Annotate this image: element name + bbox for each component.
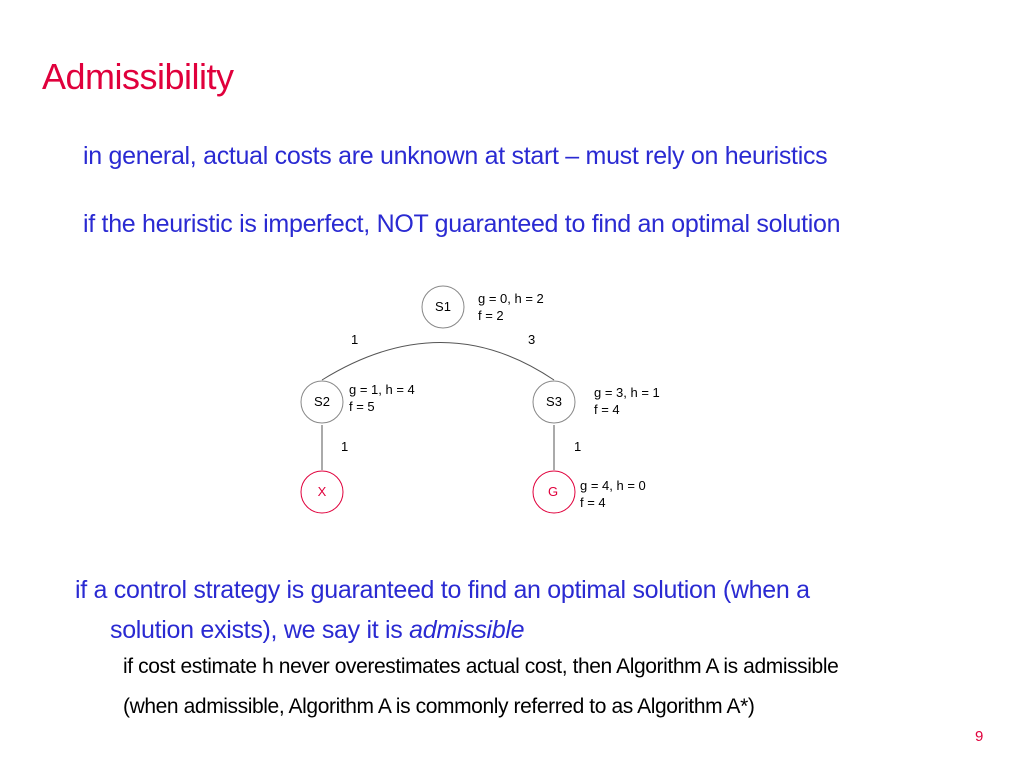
node-g-info-f: f = 4	[580, 495, 606, 510]
admissible-term: admissible	[409, 616, 525, 644]
node-s1-label: S1	[435, 299, 451, 314]
node-s2-info-f: f = 5	[349, 399, 375, 414]
subbullet-algorithm-a-star: (when admissible, Algorithm A is commonly referred to as Algorithm A*)	[123, 695, 755, 718]
bullet-admissible-line1: if a control strategy is guaranteed to find an optimal solution (when a	[75, 576, 810, 604]
page-number: 9	[975, 728, 984, 745]
edge-s1-s3-cost: 3	[528, 332, 536, 347]
node-s3-info-f: f = 4	[594, 402, 620, 417]
bullet-admissible-line2-text: solution exists), we say it is	[110, 616, 410, 644]
node-s3-label: S3	[546, 394, 562, 409]
edge-s1-s2	[322, 343, 554, 381]
node-s2-label: S2	[314, 394, 330, 409]
bullet-imperfect-heuristic: if the heuristic is imperfect, NOT guaranteed to find an optimal solution	[83, 210, 841, 238]
slide-title: Admissibility	[42, 56, 234, 97]
node-s1-info-f: f = 2	[478, 308, 504, 323]
bullet-unknown-costs: in general, actual costs are unknown at start – must rely on heuristics	[83, 142, 828, 170]
node-s1-info-g-h: g = 0, h = 2	[478, 291, 544, 306]
bullet-admissible-line2	[75, 610, 810, 650]
edge-s2-x-cost: 1	[341, 439, 349, 454]
edge-s1-s2-cost: 1	[351, 332, 359, 347]
node-s3-info-g-h: g = 3, h = 1	[594, 385, 660, 400]
node-g-label: G	[547, 484, 559, 499]
bullet-admissible-definition	[75, 570, 810, 650]
node-g-info-g-h: g = 4, h = 0	[580, 478, 646, 493]
edge-s3-g-cost: 1	[574, 439, 582, 454]
node-s2-info-g-h: g = 1, h = 4	[349, 382, 415, 397]
subbullet-never-overestimates: if cost estimate h never overestimates actual cost, then Algorithm A is admissible	[123, 655, 839, 678]
node-x-label: X	[317, 484, 327, 499]
